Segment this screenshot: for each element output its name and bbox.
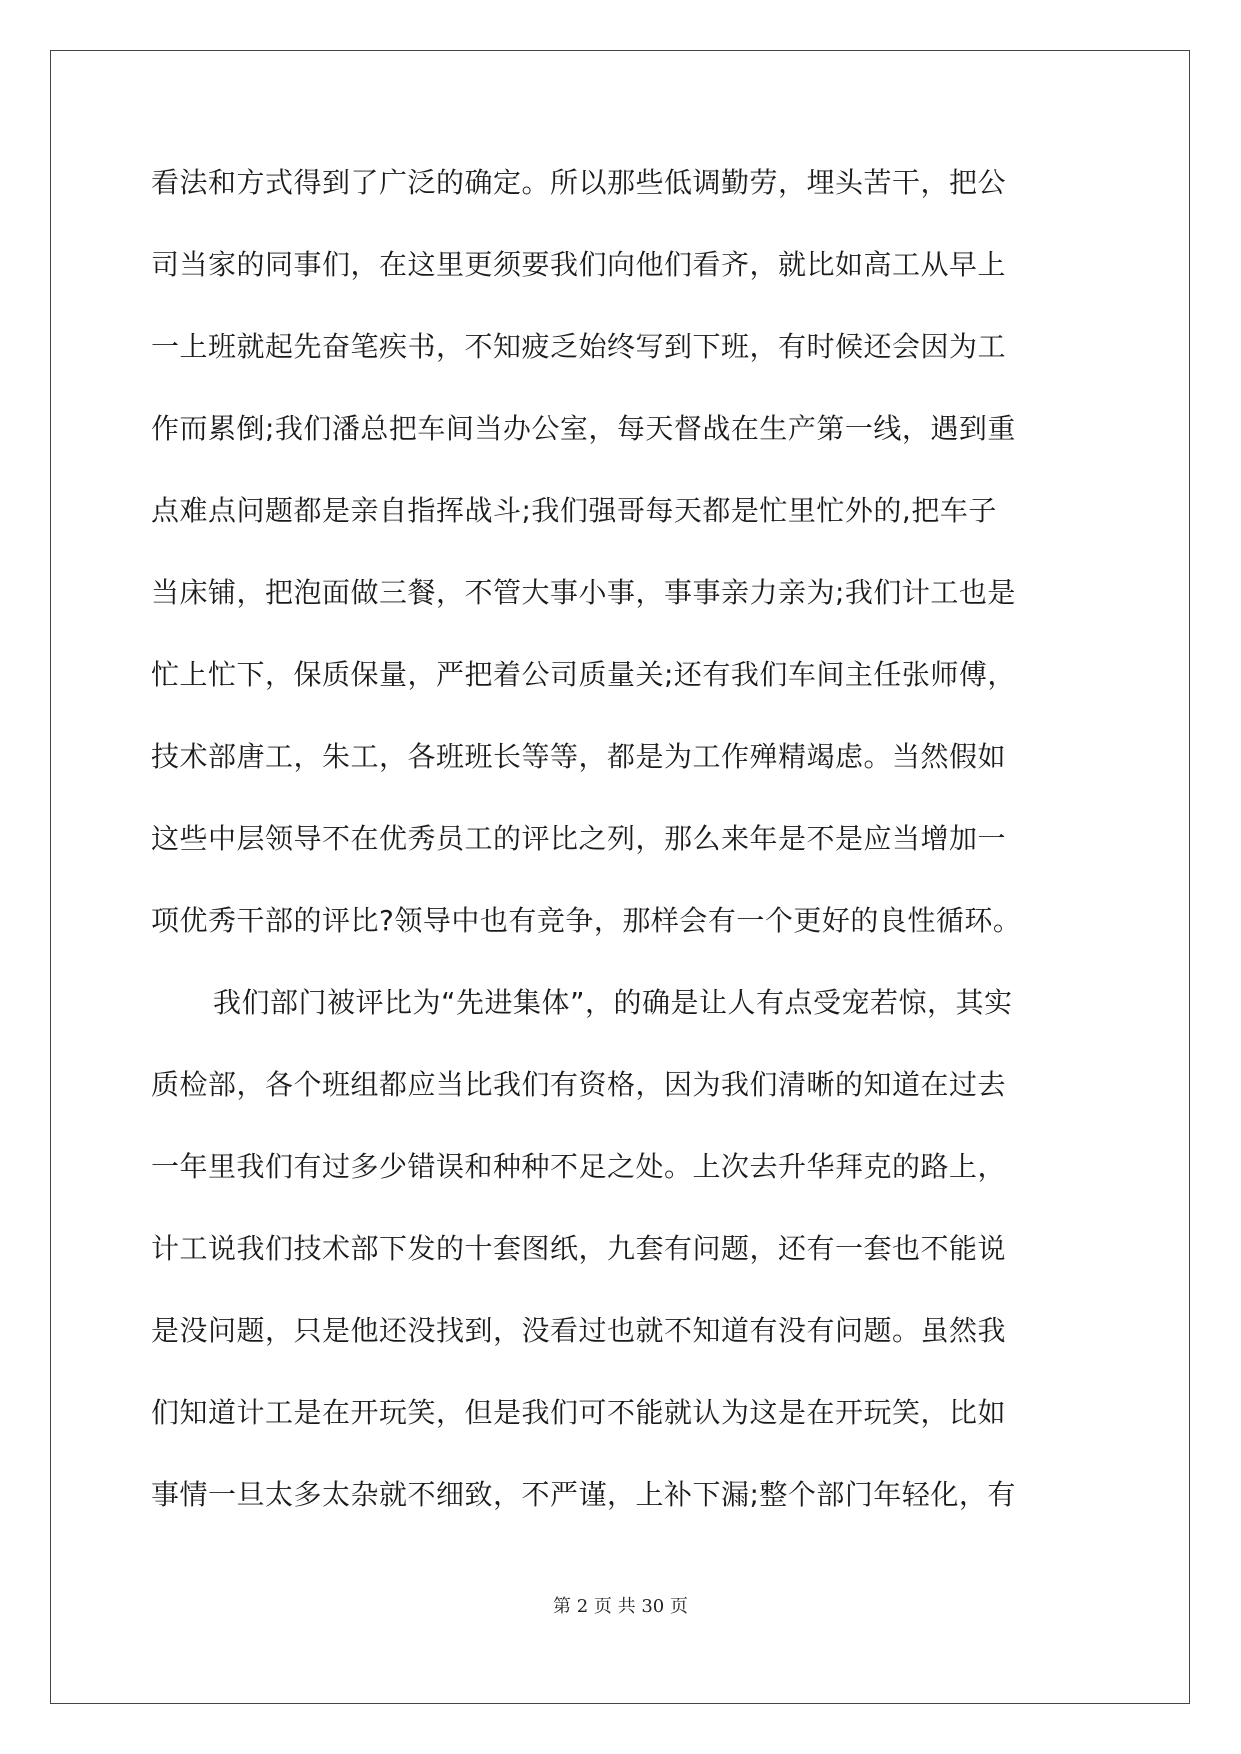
text-line: 这些中层领导不在优秀员工的评比之列，那么来年是不是应当增加一: [151, 822, 1007, 855]
text-line: 计工说我们技术部下发的十套图纸，九套有问题，还有一套也不能说: [151, 1232, 1007, 1265]
text-line: 质检部，各个班组都应当比我们有资格，因为我们清晰的知道在过去: [151, 1068, 1007, 1101]
text-line: 司当家的同事们，在这里更须要我们向他们看齐，就比如高工从早上: [151, 248, 1007, 281]
text-line: 作而累倒;我们潘总把车间当办公室，每天督战在生产第一线，遇到重: [151, 412, 1016, 445]
text-line: 当床铺，把泡面做三餐，不管大事小事，事事亲力亲为;我们计工也是: [151, 576, 1016, 609]
text-line: 一上班就起先奋笔疾书，不知疲乏始终写到下班，有时候还会因为工: [151, 330, 1007, 363]
text-line: 项优秀干部的评比?领导中也有竞争，那样会有一个更好的良性循环。: [151, 904, 1022, 937]
body-text: [151, 142, 1091, 1536]
text-line: 们知道计工是在开玩笑，但是我们可不能就认为这是在开玩笑，比如: [151, 1396, 1007, 1429]
paragraph-first-line: 我们部门被评比为“先进集体”，的确是让人有点受宠若惊，其实: [213, 986, 1013, 1019]
text-line: 看法和方式得到了广泛的确定。所以那些低调勤劳，埋头苦干，把公: [151, 166, 1007, 199]
text-line: 技术部唐工，朱工，各班班长等等，都是为工作殚精竭虑。当然假如: [151, 740, 1007, 773]
text-line: 是没问题，只是他还没找到，没看过也就不知道有没有问题。虽然我: [151, 1314, 1007, 1347]
page-number: 第 2 页 共 30 页: [553, 1596, 688, 1617]
text-line: 一年里我们有过多少错误和种种不足之处。上次去升华拜克的路上，: [151, 1150, 1007, 1183]
text-line: 忙上忙下，保质保量，严把着公司质量关;还有我们车间主任张师傅，: [151, 658, 1016, 691]
text-line: 事情一旦太多太杂就不细致，不严谨，上补下漏;整个部门年轻化，有: [151, 1478, 1016, 1511]
text-line: 点难点问题都是亲自指挥战斗;我们强哥每天都是忙里忙外的,把车子: [151, 494, 997, 527]
